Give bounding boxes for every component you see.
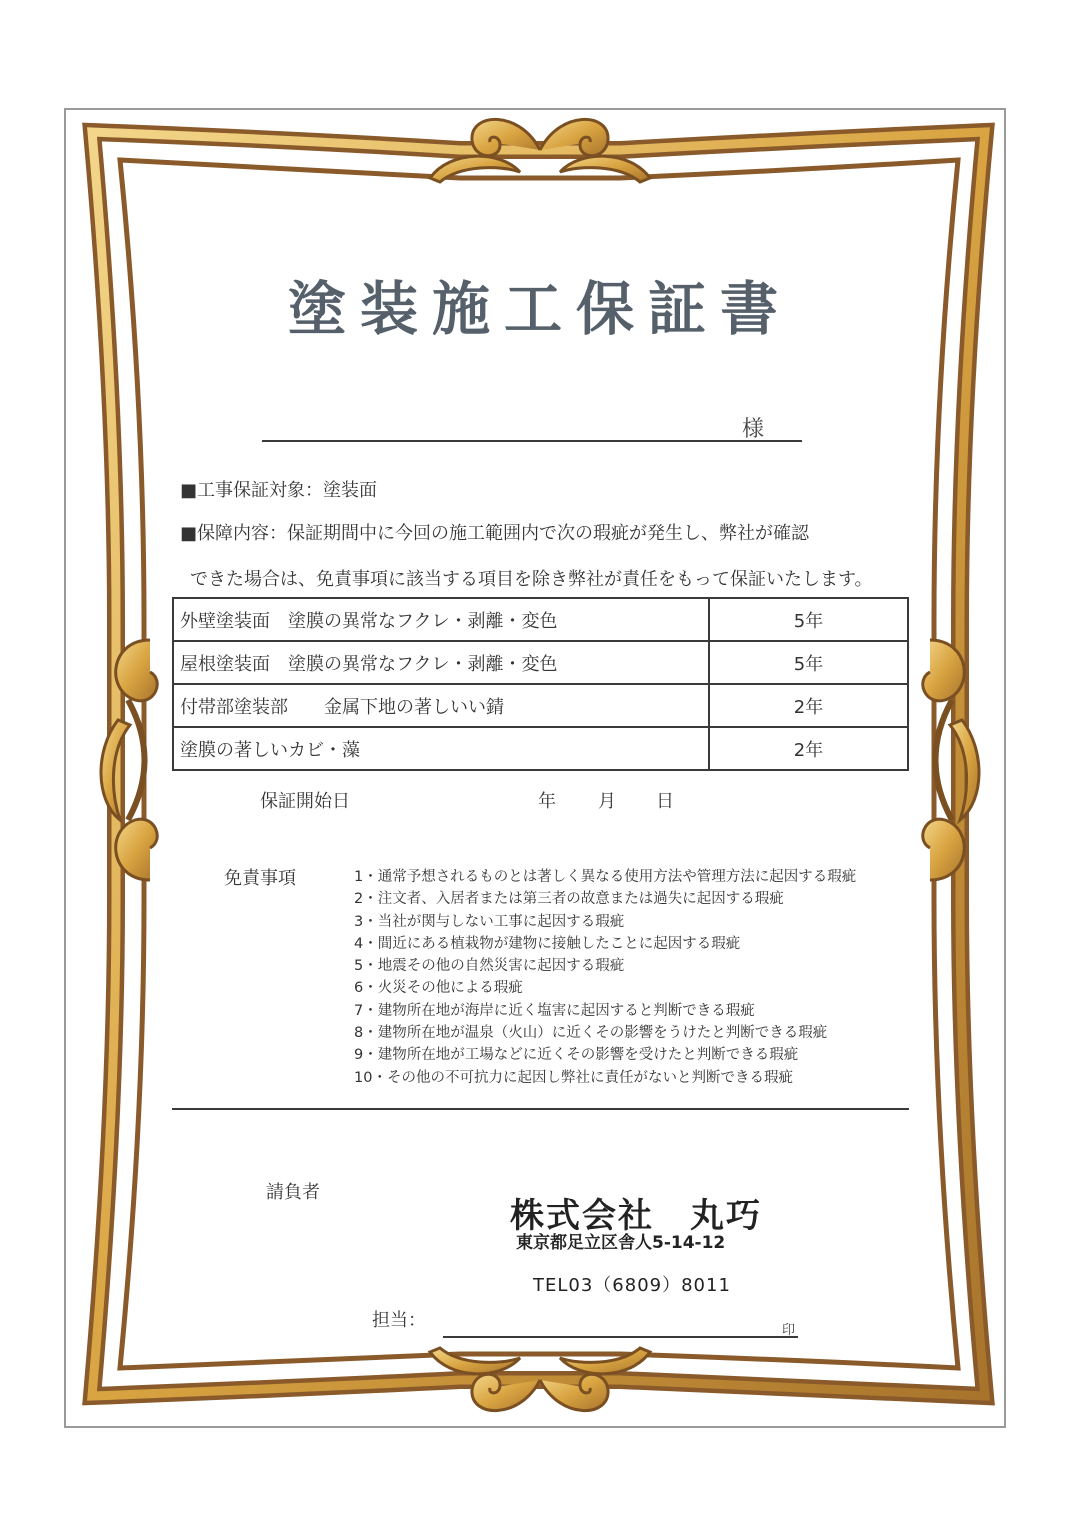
warranty-target-line: ■工事保証対象：塗装面 (180, 480, 378, 501)
list-item: 3・当社が関与しない工事に起因する瑕疵 (354, 913, 625, 930)
start-date-day: 日 (656, 791, 674, 812)
staff-signature-line (443, 1336, 798, 1338)
warranty-table (172, 597, 909, 771)
list-item: 4・間近にある植栽物が建物に接触したことに起因する瑕疵 (354, 935, 741, 952)
warranty-item-cell: 屋根塗装面 塗膜の異常なフクレ・剥離・変色 (173, 641, 709, 684)
contractor-label: 請負者 (266, 1182, 320, 1203)
table-row (173, 641, 908, 684)
section-divider (172, 1108, 909, 1110)
list-item: 2・注文者、入居者または第三者の故意または過失に起因する瑕疵 (354, 891, 784, 908)
warranty-period-cell: 2年 (709, 684, 908, 727)
exemptions-heading: 免責事項 (224, 868, 296, 889)
seal-mark: 印 (782, 1323, 796, 1338)
warranty-content-line-2: できた場合は、免責事項に該当する項目を除き弊社が責任をもって保証いたします。 (190, 569, 873, 590)
warranty-period-cell: 2年 (709, 727, 908, 770)
list-item: 5・地震その他の自然災害に起因する瑕疵 (354, 958, 625, 975)
document-title: 塗装施工保証書 (287, 275, 792, 343)
table-row (173, 598, 908, 641)
right-scroll-ornament (923, 640, 979, 880)
start-date-year: 年 (538, 791, 556, 812)
warranty-content-line-1: ■保障内容：保証期間中に今回の施工範囲内で次の瑕疵が発生し、弊社が確認 (180, 523, 810, 544)
list-item: 10・その他の不可抗力に起因し弊社に責任がないと判断できる瑕疵 (354, 1069, 793, 1086)
warranty-period-cell: 5年 (709, 641, 908, 684)
warranty-item-cell: 塗膜の著しいカビ・藻 (173, 727, 709, 770)
warranty-item-cell: 付帯部塗装部 金属下地の著しいい錆 (173, 684, 709, 727)
recipient-honorific: 様 (742, 417, 765, 442)
company-address: 東京都足立区舎人5-14-12 (516, 1233, 726, 1253)
company-name: 株式会社 丸巧 (510, 1196, 762, 1236)
start-date-month: 月 (598, 791, 616, 812)
recipient-name-line (262, 440, 802, 442)
company-phone: TEL03（6809）8011 (533, 1275, 731, 1296)
staff-label: 担当： (372, 1310, 426, 1331)
list-item: 6・火災その他による瑕疵 (354, 980, 523, 997)
start-date-label: 保証開始日 (260, 791, 350, 812)
table-row (173, 727, 908, 770)
exemptions-list (354, 866, 856, 1089)
table-row (173, 684, 908, 727)
list-item: 1・通常予想されるものとは著しく異なる使用方法や管理方法に起因する瑕疵 (354, 869, 857, 885)
warranty-period-cell: 5年 (709, 598, 908, 641)
list-item: 8・建物所在地が温泉（火山）に近くその影響をうけたと判断できる瑕疵 (354, 1025, 828, 1042)
list-item: 7・建物所在地が海岸に近く塩害に起因すると判断できる瑕疵 (354, 1002, 755, 1019)
warranty-item-cell: 外壁塗装面 塗膜の異常なフクレ・剥離・変色 (173, 598, 709, 641)
list-item: 9・建物所在地が工場などに近くその影響を受けたと判断できる瑕疵 (354, 1047, 799, 1064)
